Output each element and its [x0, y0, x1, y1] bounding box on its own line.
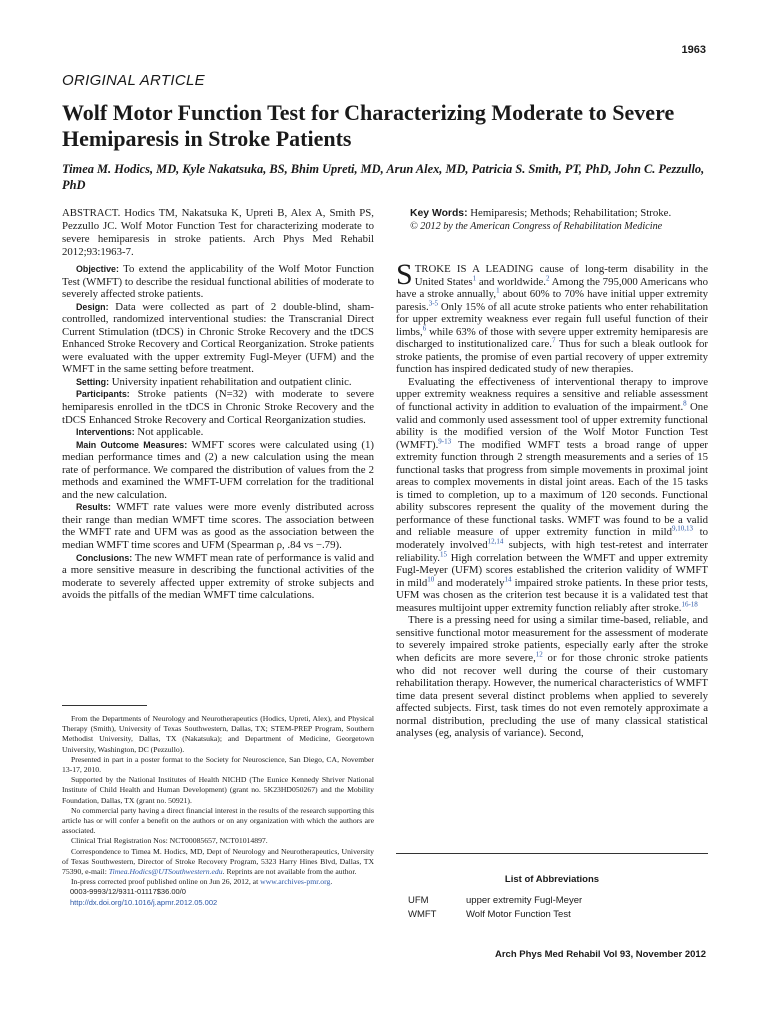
section-label: ORIGINAL ARTICLE	[62, 72, 205, 89]
reference-link[interactable]: 1	[472, 273, 477, 282]
copyright-line: © 2012 by the American Congress of Rehabilitation Medicine	[410, 221, 663, 233]
text-run: The modified WMFT tests a broad range of upper extremity function through 2 strength measurements and a series of 15 functional tasks that progress from simple movements in proximal joint areas to complex movements in distal joint areas. Each of the 15 tasks is timed to completion, up to a maximum of 120 seconds. Functional ability subscores represent the quality of the movement during the performance of these functional tasks. WMFT was found to be a valid and reliable measure of upper extremity function in mild	[396, 438, 708, 539]
footnote-presented: Presented in part in a poster format to the Society for Neuroscience, San Diego, CA, November 13-17, 2010.	[62, 754, 374, 775]
keywords-text: Hemiparesis; Methods; Rehabilitation; Stroke.	[470, 207, 672, 219]
text-run: Thus for such a bleak outlook for stroke patients, the promise of even partial recovery of upper extremity function has inspired dedicated study of new therapies.	[396, 338, 708, 376]
text-run: while 63% of those with severe upper extremity hemiparesis are discharged to institutionalized care.	[396, 325, 708, 351]
reference-link[interactable]: 8	[683, 399, 687, 408]
design-text: Data were collected as part of 2 double-blind, sham-controlled, randomized interventional studies: the Transcranial Direct Current Stimulation (tDCS) in Chronic Stroke Recovery and the tDCS Enhanced Stroke Recovery and Cortical Reorganization. Stroke patients were evaluated with the upper extremity Fugl-Meyer (UFM) and the WMFT in the same setting before treatment.	[62, 300, 374, 376]
objective-label: Objective:	[76, 264, 119, 274]
abstract-setting	[62, 376, 374, 389]
conclusions-text: The new WMFT mean rate of performance is valid and a more sensitive measure in describing the functional activities of the moderate to severely affected upper extremity of stroke subjects and avoids the pitfalls of the median WMFT time calculations.	[62, 551, 374, 602]
footnote-conflict: No commercial party having a direct financial interest in the results of the research supporting this article has or will confer a benefit on the authors or on any organization with which the authors are associated.	[62, 805, 374, 836]
body-paragraph	[396, 614, 708, 739]
abstract-objective	[62, 263, 374, 301]
reference-link[interactable]: 2	[546, 273, 550, 282]
structured-abstract	[62, 263, 374, 602]
text-run: and moderately	[434, 576, 505, 589]
lead-in: TROKE IS A LEADING	[414, 263, 534, 275]
abstract-interventions	[62, 426, 374, 439]
interventions-label: Interventions:	[76, 427, 135, 438]
results-text: WMFT rate values were more evenly distributed across their range than median WMFT time scores. The association between the WMFT rate and UFM was as good as the association between the median WMFT time scores and UFM (Spearman ρ, .84 vs −.79).	[62, 501, 374, 552]
abstract-results	[62, 501, 374, 551]
abbreviation-term: UFM	[408, 895, 429, 906]
correspondence-text: Correspondence to Timea M. Hodics, MD, Dept of Neurology and Neurotherapeutics, University of Texas Southwestern, Director of Stroke Recovery Program, 5323 Harry Hines Blvd, Dallas, TX 75390, e-mail:	[62, 846, 374, 877]
abbreviations-box	[396, 853, 708, 921]
footnote-support: Supported by the National Institutes of Health NICHD (The Eunice Kennedy Shriver National Institute of Child Health and Human Development) (grant no. 5K23HD050267) and the Mobility Foundation, Dallas, TX (grant no. 50921).	[62, 775, 374, 805]
text-run: One valid and commonly used assessment tool of upper extremity functional ability is the modified version of the Wolf Motor Function Test (WMFT).	[396, 401, 708, 451]
outcome-text: WMFT scores were calculated using (1) median performance times and (2) a new calculation using the mean rate of performance. We compared the distribution of values from the 2 methods and examined the WMFT-UFM correlation for the traditional and the new calculation.	[62, 438, 374, 501]
abstract-conclusions	[62, 552, 374, 602]
abbreviation-definition: upper extremity Fugl-Meyer	[466, 895, 583, 906]
text-run: There is a pressing need for using a similar time-based, reliable, and sensitive functional motor measurement for the assessment of moderate to severely impaired stroke patients, especially early after the stroke when deficits are more severe,	[396, 614, 708, 664]
epub-text: In-press corrected proof published online on Jun 26, 2012, at	[71, 877, 259, 887]
conclusions-label: Conclusions:	[76, 552, 133, 563]
footnote-affiliations: From the Departments of Neurology and Neurotherapeutics (Hodics, Upreti, Alex), and Physical Therapy (Smith), University of Texas Southwestern, Dallas, TX; STEM-PREP Program, Southern Methodist University, Dallas, TX (Nakatsuka); and Department of Medicine, Georgetown University, Washington, DC (Pezzullo).	[62, 714, 374, 754]
abstract-design	[62, 301, 374, 376]
footnotes	[62, 714, 374, 908]
abbreviations-title: List of Abbreviations	[504, 874, 600, 885]
body-paragraph	[396, 258, 708, 376]
footnote-epub	[62, 877, 374, 887]
abbreviation-term: WMFT	[408, 908, 437, 920]
text-run: Only 15% of all acute stroke patients who enter rehabilitation for upper extremity weakness ever regain full useful function of their limbs,	[396, 300, 708, 338]
epub-tail: .	[330, 877, 333, 887]
results-label: Results:	[76, 502, 112, 513]
abstract-outcome-measures	[62, 439, 374, 502]
issn-line: 0003-9993/12/9311-01117$36.00/0	[70, 887, 186, 897]
objective-text: To extend the applicability of the Wolf Motor Function Test (WMFT) to describe the residual functional abilities of moderate to severely affected stroke patients.	[62, 263, 374, 301]
footnote-correspondence	[62, 847, 374, 878]
doi-link[interactable]: http://dx.doi.org/10.1016/j.apmr.2012.05.002	[70, 897, 218, 907]
setting-text: University inpatient rehabilitation and outpatient clinic.	[111, 375, 352, 388]
reference-link[interactable]: 9,10,13	[671, 524, 693, 533]
footnote-divider	[62, 705, 147, 706]
journal-website-link[interactable]: www.archives-pmr.org	[260, 877, 331, 887]
reference-link[interactable]: 3-5	[428, 299, 439, 308]
text-run: and worldwide.	[476, 275, 547, 288]
reference-link[interactable]: 16-18	[681, 600, 698, 609]
drop-cap: S	[396, 258, 413, 291]
text-run: to moderately involved	[396, 526, 708, 552]
abbreviation-row	[396, 908, 708, 922]
keywords-block	[396, 207, 706, 233]
reference-link[interactable]: 10	[427, 575, 435, 584]
reference-link[interactable]: 1	[496, 286, 500, 295]
abstract-citation: ABSTRACT. Hodics TM, Nakatsuka K, Upreti B, Alex A, Smith PS, Pezzullo JC. Wolf Motor Function Test for characterizing moderate to severe hemiparesis in stroke patients. Arch Phys Med Rehabil 2012;93:1963-7.	[62, 207, 374, 259]
journal-footer: Arch Phys Med Rehabil Vol 93, November 2012	[494, 949, 706, 960]
text-run: or for those chronic stroke patients who did not recover well during the course of their customary rehabilitation therapy. However, the numerical characteristics of WMFT time data present several distinct problems when applied to severely affected subjects. First, task times do not even remotely approximate a normal distribution, precluding the use of many classical statistical analyses (eg, analysis of variance). Second,	[396, 651, 708, 740]
setting-label: Setting:	[76, 376, 110, 387]
abbreviation-row	[396, 894, 708, 908]
reference-link[interactable]: 9-13	[438, 437, 452, 446]
text-run: cause of long-term disability in the United States	[414, 263, 708, 288]
keywords-label: Key Words:	[410, 208, 468, 219]
text-run: Among the 795,000 Americans who have a stroke annually,	[396, 275, 708, 301]
text-run: High correlation between the WMFT and upper extremity Fugl-Meyer (UFM) scores established the criterion validity of WMFT in mild	[396, 551, 708, 589]
correspondence-tail: . Reprints are not available from the author.	[222, 867, 357, 877]
reference-link[interactable]: 7	[551, 336, 556, 345]
interventions-text: Not applicable.	[137, 426, 204, 439]
author-list: Timea M. Hodics, MD, Kyle Nakatsuka, BS, Bhim Upreti, MD, Arun Alex, MD, Patricia S. Smith, PT, PhD, John C. Pezzullo, PhD	[62, 162, 705, 192]
participants-text: Stroke patients (N=32) with moderate to severe hemiparesis enrolled in the tDCS in Chronic Stroke Recovery and the tDCS Enhanced Stroke Recovery and Cortical Reorganization studies.	[62, 388, 374, 426]
abbreviation-definition: Wolf Motor Function Test	[466, 908, 571, 920]
reference-link[interactable]: 12	[535, 650, 543, 659]
article-title: Wolf Motor Function Test for Characterizing Moderate to Severe Hemiparesis in Stroke Patients	[62, 100, 675, 151]
reference-link[interactable]: 12,14	[487, 537, 504, 546]
footnote-trial-registration: Clinical Trial Registration Nos: NCT00085657, NCT01014897.	[71, 836, 268, 846]
text-run: subjects, with high test-retest and interrater reliability.	[396, 539, 708, 564]
text-run: Evaluating the effectiveness of interventional therapy to improve upper extremity weakness requires a sensitive and reliable assessment of functional activity in addition to evaluation of the impairment.	[396, 375, 708, 414]
participants-label: Participants:	[76, 389, 130, 400]
page-number: 1963	[681, 44, 706, 56]
outcome-label: Main Outcome Measures:	[76, 439, 188, 450]
text-run: about 60% to 70% have initial upper extremity paresis.	[396, 288, 708, 313]
abstract-participants	[62, 388, 374, 426]
reference-link[interactable]: 15	[439, 549, 447, 558]
body-text	[396, 258, 708, 740]
body-paragraph	[396, 376, 708, 614]
text-run: impaired stroke patients. In these prior tests, UFM was chosen as the criterion test because it is a validated test that measures multijoint upper extremity function reliably after stroke.	[396, 576, 708, 614]
correspondence-email-link[interactable]: Timea.Hodics@UTSouthwestern.edu	[108, 867, 223, 877]
design-label: Design:	[76, 301, 109, 312]
reference-link[interactable]: 14	[504, 575, 512, 584]
reference-link[interactable]: 6	[422, 324, 427, 333]
